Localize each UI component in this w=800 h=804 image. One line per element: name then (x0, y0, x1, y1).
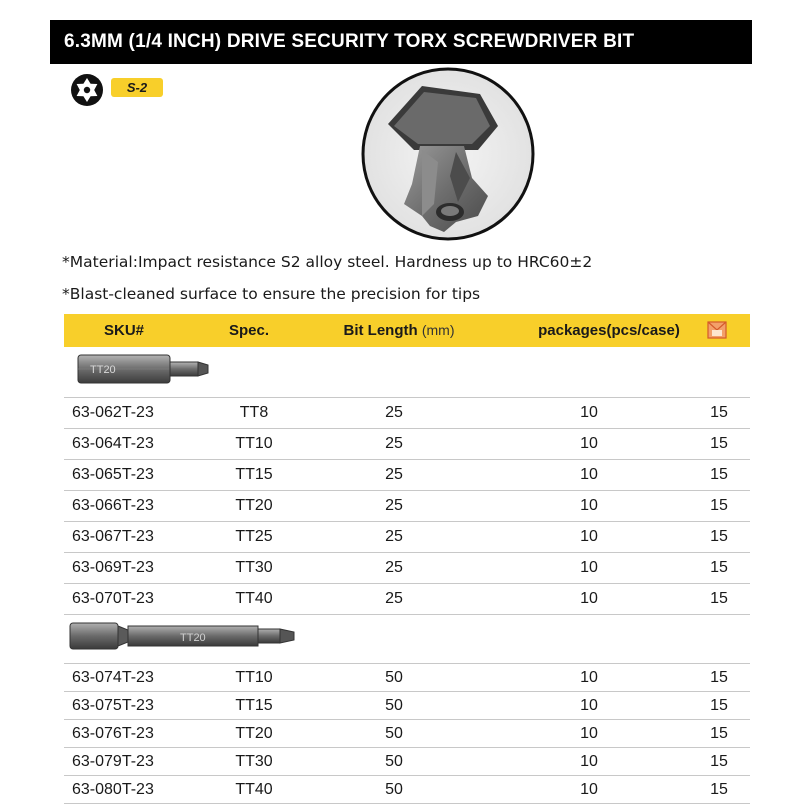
table-row (64, 522, 750, 553)
product-table (64, 314, 750, 804)
length-cell: 50 (385, 780, 403, 798)
spec-cell: TT20 (235, 724, 273, 742)
spec-cell: TT30 (235, 559, 273, 576)
packages-cell: 10 (580, 466, 598, 483)
page-title: 6.3MM (1/4 INCH) DRIVE SECURITY TORX SCREWDRIVER BIT (50, 20, 752, 64)
sku-cell: 63-062T-23 (72, 404, 154, 421)
case-cell: 15 (710, 724, 728, 742)
header-packages: packages(pcs/case) (538, 322, 680, 339)
table-row (64, 460, 750, 491)
case-cell: 15 (710, 528, 728, 545)
packages-cell: 10 (580, 404, 598, 421)
length-cell: 25 (385, 404, 403, 421)
length-cell: 50 (385, 696, 403, 714)
spec-cell: TT10 (235, 668, 273, 686)
bit-closeup-image (360, 66, 536, 242)
packages-cell: 10 (580, 752, 598, 770)
table-row (64, 720, 750, 748)
case-cell: 15 (710, 780, 728, 798)
long-bit-label: TT20 (180, 632, 206, 644)
case-cell: 15 (710, 497, 728, 514)
table-row (64, 584, 750, 615)
packages-cell: 10 (580, 668, 598, 686)
length-cell: 25 (385, 559, 403, 576)
spec-cell: TT10 (235, 435, 273, 452)
packages-cell: 10 (580, 696, 598, 714)
bit-image-row (64, 615, 750, 664)
surface-note: *Blast-cleaned surface to ensure the precision for tips (62, 285, 481, 303)
short-bit-label: TT20 (90, 364, 116, 376)
long-bit-image (68, 620, 298, 652)
sku-cell: 63-067T-23 (72, 528, 154, 545)
sku-cell: 63-075T-23 (72, 696, 154, 714)
header-length-unit: (mm) (421, 322, 455, 338)
table-row (64, 429, 750, 460)
packages-cell: 10 (580, 435, 598, 452)
header-length-label: Bit Length (343, 322, 418, 339)
sku-cell: 63-066T-23 (72, 497, 154, 514)
case-cell: 15 (710, 668, 728, 686)
sku-cell: 63-064T-23 (72, 435, 154, 452)
packages-cell: 10 (580, 559, 598, 576)
length-cell: 25 (385, 528, 403, 545)
length-cell: 50 (385, 668, 403, 686)
spec-cell: TT40 (235, 780, 273, 798)
table-row (64, 692, 750, 720)
case-cell: 15 (710, 435, 728, 452)
table-row (64, 664, 750, 692)
header-sku: SKU# (103, 322, 144, 339)
table-row (64, 398, 750, 429)
case-cell: 15 (710, 590, 728, 607)
short-bit-group (64, 398, 750, 615)
length-cell: 50 (385, 724, 403, 742)
length-cell: 50 (385, 752, 403, 770)
length-cell: 25 (385, 497, 403, 514)
sku-cell: 63-076T-23 (72, 724, 154, 742)
case-cell: 15 (710, 696, 728, 714)
spec-cell: TT30 (235, 752, 273, 770)
sku-cell: 63-074T-23 (72, 668, 154, 686)
spec-cell: TT20 (235, 497, 273, 514)
table-row (64, 553, 750, 584)
spec-cell: TT15 (235, 696, 273, 714)
spec-cell: TT25 (235, 528, 273, 545)
packages-cell: 10 (580, 590, 598, 607)
spec-cell: TT40 (235, 590, 273, 607)
box-icon (706, 320, 728, 340)
torx-star-icon (70, 73, 104, 107)
long-bit-group (64, 664, 750, 804)
case-cell: 15 (710, 559, 728, 576)
header-length (324, 314, 474, 347)
spec-cell: TT15 (235, 466, 273, 483)
sku-cell: 63-070T-23 (72, 590, 154, 607)
sku-cell: 63-065T-23 (72, 466, 154, 483)
spec-cell: TT8 (239, 404, 269, 421)
packages-cell: 10 (580, 528, 598, 545)
packages-cell: 10 (580, 497, 598, 514)
sku-cell: 63-080T-23 (72, 780, 154, 798)
length-cell: 25 (385, 590, 403, 607)
case-cell: 15 (710, 752, 728, 770)
length-cell: 25 (385, 435, 403, 452)
sku-cell: 63-079T-23 (72, 752, 154, 770)
table-header (64, 314, 750, 347)
length-cell: 25 (385, 466, 403, 483)
grade-badge: S-2 (111, 78, 163, 97)
packages-cell: 10 (580, 724, 598, 742)
short-bit-image (76, 352, 211, 386)
case-cell: 15 (710, 466, 728, 483)
packages-cell: 10 (580, 780, 598, 798)
sku-cell: 63-069T-23 (72, 559, 154, 576)
case-cell: 15 (710, 404, 728, 421)
table-row (64, 748, 750, 776)
material-note: *Material:Impact resistance S2 alloy steel. Hardness up to HRC60±2 (62, 253, 593, 271)
header-spec: Spec. (228, 322, 270, 339)
bit-image-row (64, 347, 750, 398)
table-row (64, 491, 750, 522)
